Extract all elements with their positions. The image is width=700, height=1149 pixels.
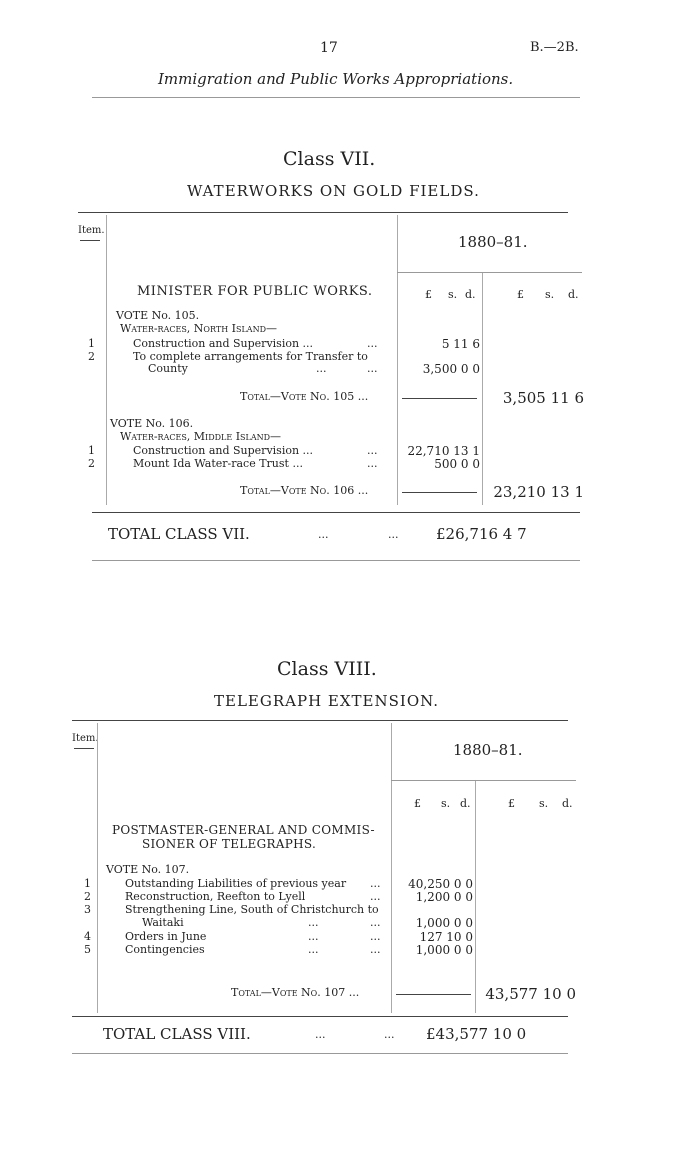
class8-grand-dots-1: ... xyxy=(315,1028,326,1041)
vote106-group: Water-races, Middle Island— xyxy=(120,430,282,443)
vote105-dots-1: ... xyxy=(367,337,378,350)
class8-subheader-rule xyxy=(391,780,576,781)
class8-table-bottom-rule xyxy=(72,1016,568,1017)
class8-item-underline xyxy=(74,748,94,749)
class7-shilling-1: s. xyxy=(448,288,458,301)
vote106-dots-2: ... xyxy=(367,457,378,470)
class8-grand-total: £43,577 10 0 xyxy=(426,1025,527,1043)
vote106-desc-1: Construction and Supervision ... xyxy=(133,444,314,457)
class8-minister-line2: SIONER OF TELEGRAPHS. xyxy=(142,837,317,851)
page-number: 17 xyxy=(320,40,338,56)
vote105-desc-2: To complete arrangements for Transfer to xyxy=(133,350,368,363)
class8-pound-2: £ xyxy=(508,797,515,810)
class8-end-rule xyxy=(72,1053,568,1054)
vote105-item-1: 1 xyxy=(88,337,95,350)
vote106-total: 23,210 13 1 xyxy=(493,483,584,501)
class7-item-col-header: Item. xyxy=(78,225,105,236)
class7-end-rule xyxy=(92,560,580,561)
class8-shilling-1: s. xyxy=(441,797,451,810)
vote107-title: VOTE No. 107. xyxy=(106,863,190,876)
running-title: Immigration and Public Works Appropriations. xyxy=(158,70,514,88)
class7-pence-2: d. xyxy=(568,288,579,301)
class7-shilling-2: s. xyxy=(545,288,555,301)
vote107-item-4: 4 xyxy=(84,930,91,943)
vote107-total-rule xyxy=(396,994,471,995)
class8-shilling-2: s. xyxy=(539,797,549,810)
vote106-dots-1: ... xyxy=(367,444,378,457)
vote105-dots-2b: ... xyxy=(367,362,378,375)
class8-amount-divider xyxy=(475,780,476,1013)
class8-subheading: TELEGRAPH EXTENSION. xyxy=(214,692,440,710)
class7-table-top-rule xyxy=(78,212,568,213)
class7-grand-dots-2: ... xyxy=(388,528,399,541)
vote107-amount-5: 1,000 0 0 xyxy=(415,943,473,957)
vote107-dots-4a: ... xyxy=(308,930,319,943)
vote105-group: Water-races, North Island— xyxy=(120,322,278,335)
vote107-amount-1: 40,250 0 0 xyxy=(408,877,473,891)
class8-heading: Class VIII. xyxy=(277,658,377,680)
class7-pound-1: £ xyxy=(425,288,432,301)
vote105-amount-1: 5 11 6 xyxy=(441,337,480,351)
class7-grand-total: £26,716 4 7 xyxy=(436,525,527,543)
class7-grand-label: TOTAL CLASS VII. xyxy=(108,525,250,543)
vote107-amount-3: 1,000 0 0 xyxy=(415,916,473,930)
vote106-item-1: 1 xyxy=(88,444,95,457)
vote105-desc-1: Construction and Supervision ... xyxy=(133,337,314,350)
vote107-item-5: 5 xyxy=(84,943,91,956)
vote106-title: VOTE No. 106. xyxy=(110,417,194,430)
vote107-amount-2: 1,200 0 0 xyxy=(415,890,473,904)
vote105-title: VOTE No. 105. xyxy=(116,309,200,322)
vote107-dots-3b: ... xyxy=(370,916,381,929)
class7-minister: MINISTER FOR PUBLIC WORKS. xyxy=(137,284,373,299)
class8-minister-line1: POSTMASTER-GENERAL AND COMMIS- xyxy=(112,823,375,837)
vote105-desc-2-cont: County xyxy=(148,362,188,375)
vote107-dots-5a: ... xyxy=(308,943,319,956)
class7-pence-1: d. xyxy=(465,288,476,301)
vote105-dots-2a: ... xyxy=(316,362,327,375)
vote105-total-label: Total—Vote No. 105 ... xyxy=(240,390,369,403)
class7-item-divider xyxy=(106,215,107,505)
vote106-amount-1: 22,710 13 1 xyxy=(407,444,480,458)
vote107-desc-1: Outstanding Liabilities of previous year xyxy=(125,877,347,890)
class8-grand-dots-2: ... xyxy=(384,1028,395,1041)
vote107-item-2: 2 xyxy=(84,890,91,903)
vote107-dots-2: ... xyxy=(370,890,381,903)
class7-grand-dots-1: ... xyxy=(318,528,329,541)
class8-item-col-header: Item. xyxy=(72,733,99,744)
vote107-item-3: 3 xyxy=(84,903,91,916)
vote107-desc-5: Contingencies xyxy=(125,943,205,956)
class7-item-underline xyxy=(80,240,100,241)
class8-pence-1: d. xyxy=(460,797,471,810)
vote105-total-rule xyxy=(402,398,477,399)
vote106-total-rule xyxy=(402,492,477,493)
header-rule xyxy=(92,97,580,98)
vote106-total-label: Total—Vote No. 106 ... xyxy=(240,484,369,497)
class7-pound-2: £ xyxy=(517,288,524,301)
vote107-desc-3: Strengthening Line, South of Christchurch to xyxy=(125,903,379,916)
class7-heading: Class VII. xyxy=(283,148,376,170)
vote106-desc-2: Mount Ida Water-race Trust ... xyxy=(133,457,303,470)
vote107-dots-3a: ... xyxy=(308,916,319,929)
vote107-dots-5b: ... xyxy=(370,943,381,956)
vote107-desc-3-cont: Waitaki xyxy=(142,916,184,929)
class7-subheading: WATERWORKS ON GOLD FIELDS. xyxy=(187,182,480,200)
class8-table-top-rule xyxy=(72,720,568,721)
vote106-amount-2: 500 0 0 xyxy=(434,457,480,471)
class7-amount-divider xyxy=(482,272,483,505)
vote107-total: 43,577 10 0 xyxy=(485,985,576,1003)
class8-year-header: 1880–81. xyxy=(453,741,523,759)
class8-pound-1: £ xyxy=(414,797,421,810)
vote107-total-label: Total—Vote No. 107 ... xyxy=(231,986,360,999)
vote107-amount-4: 127 10 0 xyxy=(419,930,473,944)
class8-item-divider xyxy=(97,723,98,1013)
vote105-item-2: 2 xyxy=(88,350,95,363)
class7-table-bottom-rule xyxy=(92,512,580,513)
vote107-item-1: 1 xyxy=(84,877,91,890)
vote107-desc-4: Orders in June xyxy=(125,930,207,943)
vote105-amount-2: 3,500 0 0 xyxy=(422,362,480,376)
class8-pence-2: d. xyxy=(562,797,573,810)
class8-desc-divider xyxy=(391,723,392,1013)
class7-subheader-rule xyxy=(397,272,582,273)
class8-grand-label: TOTAL CLASS VIII. xyxy=(103,1025,251,1043)
vote106-item-2: 2 xyxy=(88,457,95,470)
vote107-dots-1: ... xyxy=(370,877,381,890)
vote107-dots-4b: ... xyxy=(370,930,381,943)
class7-year-header: 1880–81. xyxy=(458,233,528,251)
vote107-desc-2: Reconstruction, Reefton to Lyell xyxy=(125,890,306,903)
document-reference: B.—2B. xyxy=(530,40,579,55)
vote105-total: 3,505 11 6 xyxy=(502,389,584,407)
